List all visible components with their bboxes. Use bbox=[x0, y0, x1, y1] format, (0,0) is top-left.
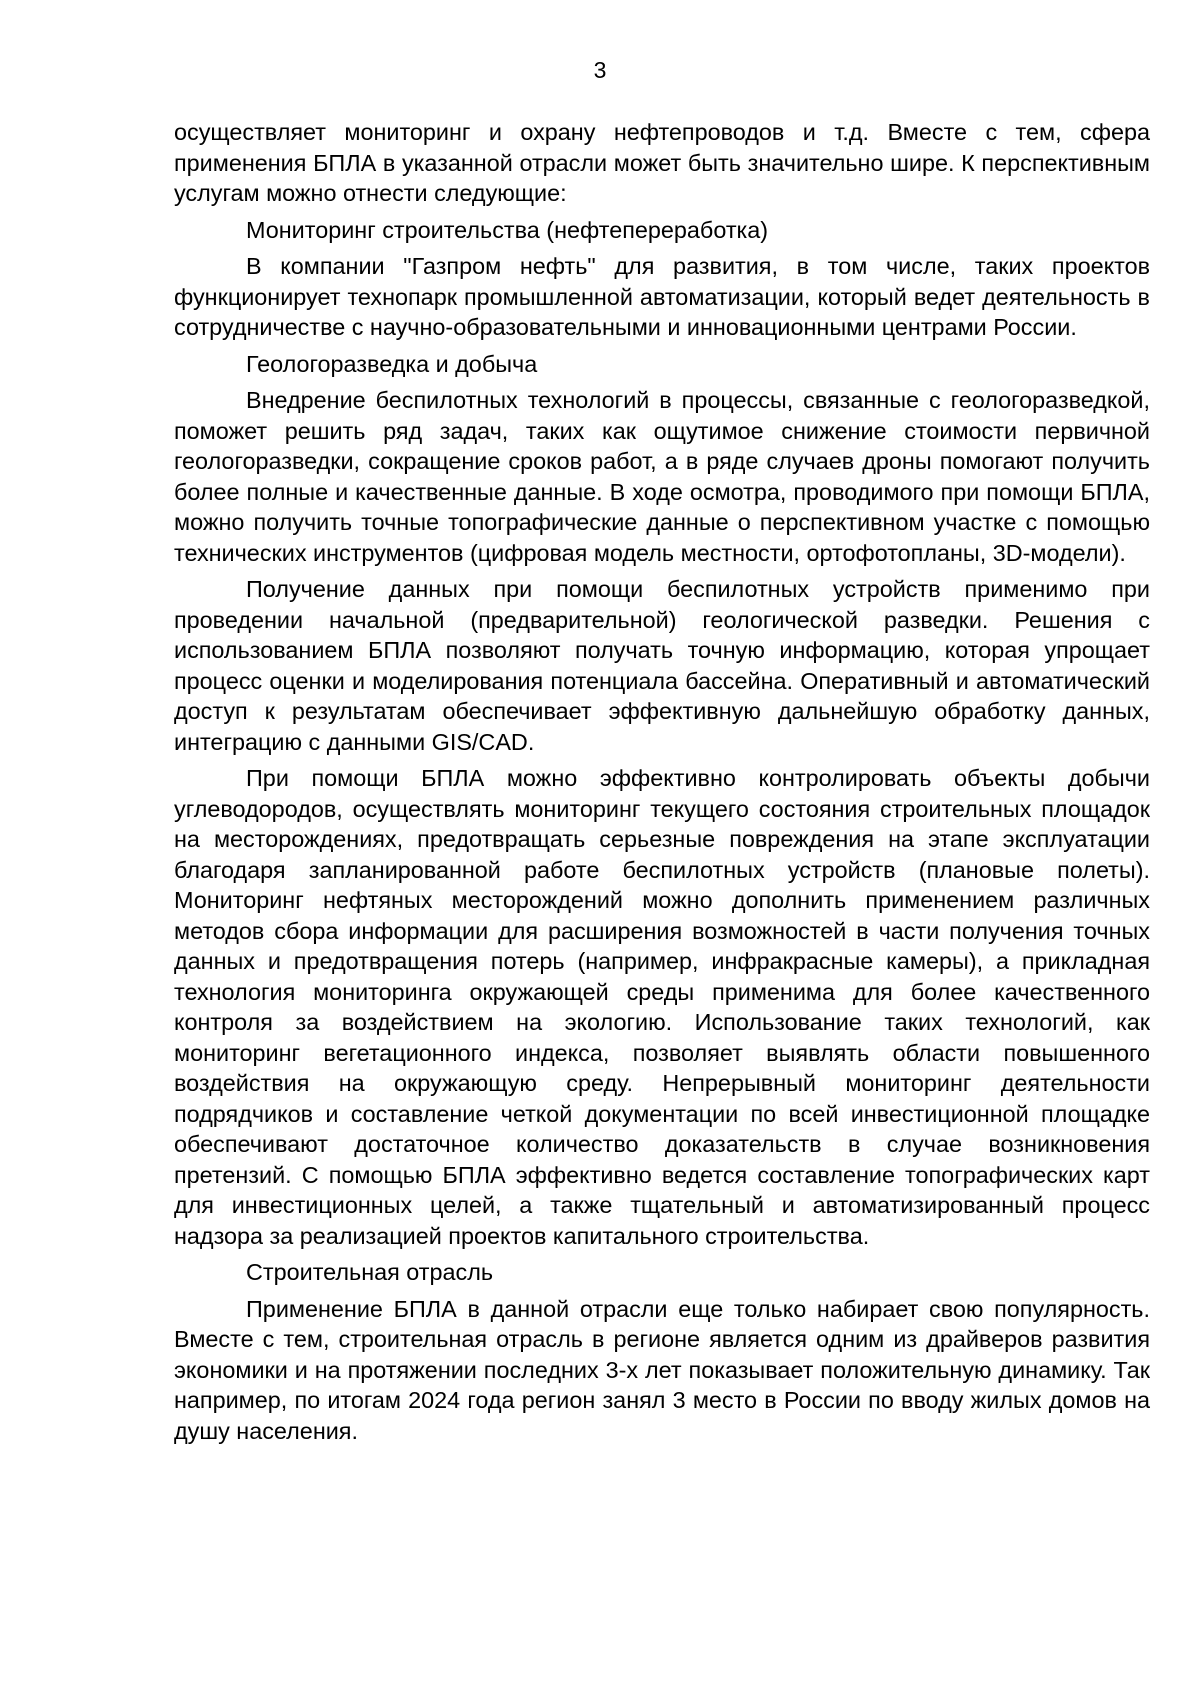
section-heading-construction-industry: Строительная отрасль bbox=[246, 1259, 494, 1285]
paragraph-continuation: осуществляет мониторинг и охрану нефтепроводов и т.д. Вместе с тем, сфера применения БПЛА в указанной отрасли может быть значительно шире. К перспективным услугам можно отнести следующие: bbox=[174, 119, 1150, 206]
page-number: 3 bbox=[593, 57, 607, 83]
section-heading-construction-monitoring: Мониторинг строительства (нефтепереработка) bbox=[246, 216, 769, 243]
paragraph-gazprom-technopark: В компании "Газпром нефть" для развития, в том числе, таких проектов функционирует технопарк промышленной автоматизации, который ведет деятельность в сотрудничестве с научно-образовательными и инновационными центрами России. bbox=[174, 253, 1150, 340]
paragraph-preliminary-exploration: Получение данных при помощи беспилотных устройств применимо при проведении начальной (предварительной) геологической разведки. Решения с использованием БПЛА позволяют получать точную информацию, которая упрощает процесс оценки и моделирования потенциала бассейна. Оперативный и автоматический доступ к результатам обеспечивает эффективную дальнейшую обработку данных, интеграцию с данными GIS/CAD. bbox=[174, 576, 1150, 755]
paragraph-hydrocarbon-monitoring: При помощи БПЛА можно эффективно контролировать объекты добычи углеводородов, осуществлять мониторинг текущего состояния строительных площадок на месторождениях, предотвращать серьезные повреждения на этапе эксплуатации благодаря запланированной работе беспилотных устройств (плановые полеты). Мониторинг нефтяных месторождений можно дополнить применением различных методов сбора информации для расширения возможностей в части получения точных данных и предотвращения потерь (например, инфракрасные камеры), а прикладная технология мониторинга окружающей среды применима для более качественного контроля за воздействием на экологию. Использование таких технологий, как мониторинг вегетационного индекса, позволяет выявлять области повышенного воздействия на окружающую среду. Непрерывный мониторинг деятельности подрядчиков и составление четкой документации по всей инвестиционной площадке обеспечивают достаточное количество доказательств в случае возникновения претензий. С помощью БПЛА эффективно ведется составление топографических карт для инвестиционных целей, а также тщательный и автоматизированный процесс надзора за реализацией проектов капитального строительства. bbox=[174, 765, 1150, 1249]
document-body bbox=[174, 117, 1150, 1446]
paragraph-construction-industry: Применение БПЛА в данной отрасли еще только набирает свою популярность. Вместе с тем, строительная отрасль в регионе является одним из драйверов развития экономики и на протяжении последних 3-х лет показывает положительную динамику. Так например, по итогам 2024 года регион занял 3 место в России по вводу жилых домов на душу населения. bbox=[174, 1295, 1150, 1444]
section-heading-geology-extraction: Геологоразведка и добыча bbox=[246, 350, 538, 377]
paragraph-drone-geology: Внедрение беспилотных технологий в процессы, связанные с геологоразведкой, поможет решить ряд задач, таких как ощутимое снижение стоимости первичной геологоразведки, сокращение сроков работ, а в ряде случаев дроны помогают получить более полные и качественные данные. В ходе осмотра, проводимого при помощи БПЛА, можно получить точные топографические данные о перспективном участке с помощью технических инструментов (цифровая модель местности, ортофотопланы, 3D-модели). bbox=[174, 387, 1150, 566]
